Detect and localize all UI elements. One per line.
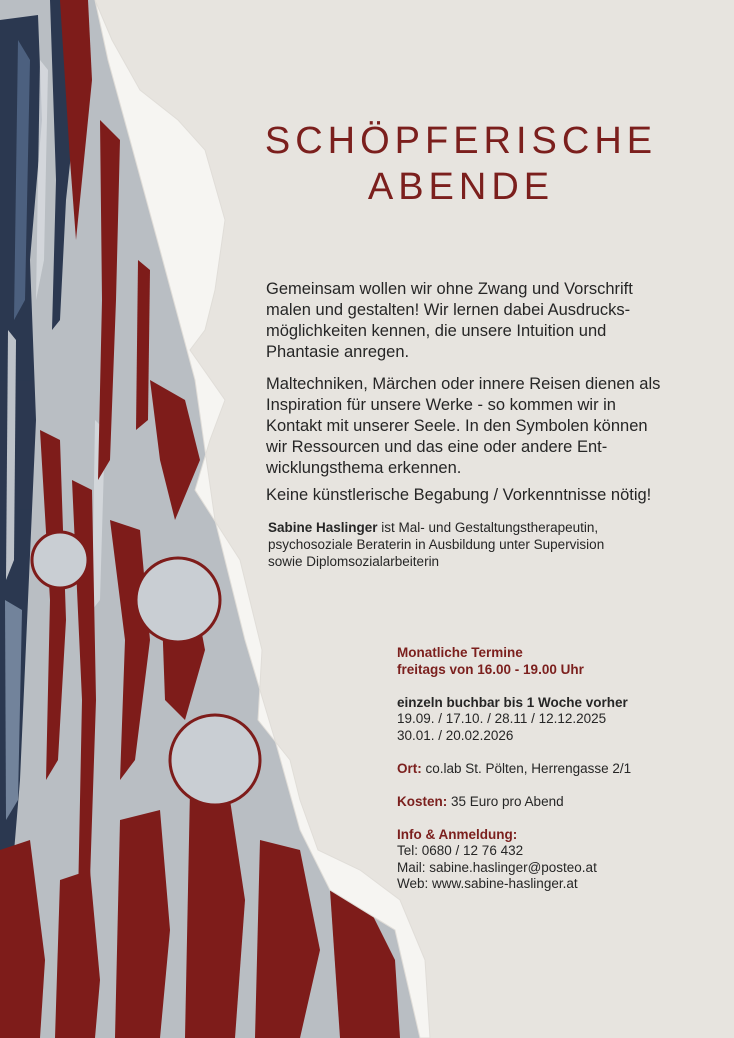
contact-tel: Tel: 0680 / 12 76 432 bbox=[397, 843, 524, 858]
intro-line: möglichkeiten kennen, die unsere Intuition und bbox=[266, 322, 607, 340]
intro-line: Phantasie anregen. bbox=[266, 343, 410, 361]
event-info bbox=[397, 645, 717, 893]
intro-paragraph-3: Keine künstlerische Begabung / Vorkenntnisse nötig! bbox=[266, 486, 652, 504]
intro-line: malen und gestalten! Wir lernen dabei Ausdrucks- bbox=[266, 301, 631, 319]
location-label: Ort: bbox=[397, 760, 422, 776]
cost-value: 35 Euro pro Abend bbox=[447, 793, 564, 809]
intro-paragraph-2 bbox=[266, 374, 706, 479]
schedule-time: freitags von 16.00 - 19.00 Uhr bbox=[397, 661, 584, 677]
title-line-2: ABENDE bbox=[367, 166, 555, 208]
intro-line: wicklungsthema erkennen. bbox=[266, 459, 462, 477]
location bbox=[397, 761, 717, 778]
booking-note: einzeln buchbar bis 1 Woche vorher bbox=[397, 694, 628, 710]
schedule-heading: Monatliche Termine bbox=[397, 645, 523, 660]
contact-web: Web: www.sabine-haslinger.at bbox=[397, 876, 578, 891]
bio-name: Sabine Haslinger bbox=[268, 520, 378, 535]
title-line-1: SCHÖPFERISCHE bbox=[264, 120, 658, 162]
dates-line-1: 19.09. / 17.10. / 28.11 / 12.12.2025 bbox=[397, 711, 607, 726]
contact-mail: Mail: sabine.haslinger@posteo.at bbox=[397, 859, 597, 875]
bio-line-3: sowie Diplomsozialarbeiterin bbox=[268, 554, 440, 569]
intro-line: Inspiration für unsere Werke - so kommen wir in bbox=[266, 396, 616, 414]
bio-text bbox=[268, 519, 688, 570]
page-title bbox=[236, 118, 686, 210]
intro-line: wir Ressourcen und das eine oder andere Ent- bbox=[266, 438, 608, 456]
dates-line-2: 30.01. / 20.02.2026 bbox=[397, 727, 514, 743]
intro-line: Kontakt mit unserer Seele. In den Symbolen können bbox=[266, 417, 648, 435]
intro-line: Gemeinsam wollen wir ohne Zwang und Vorschrift bbox=[266, 280, 633, 298]
location-value: co.lab St. Pölten, Herrengasse 2/1 bbox=[421, 760, 632, 776]
intro-paragraph-1 bbox=[266, 279, 706, 363]
bio-line-2: psychosoziale Beraterin in Ausbildung unter Supervision bbox=[268, 537, 605, 552]
intro-line: Maltechniken, Märchen oder innere Reisen dienen als bbox=[266, 375, 661, 393]
bio-line-1: ist Mal- und Gestaltungstherapeutin, bbox=[377, 520, 599, 535]
cost bbox=[397, 794, 717, 811]
contact-heading: Info & Anmeldung: bbox=[397, 826, 518, 842]
cost-label: Kosten: bbox=[397, 793, 448, 809]
